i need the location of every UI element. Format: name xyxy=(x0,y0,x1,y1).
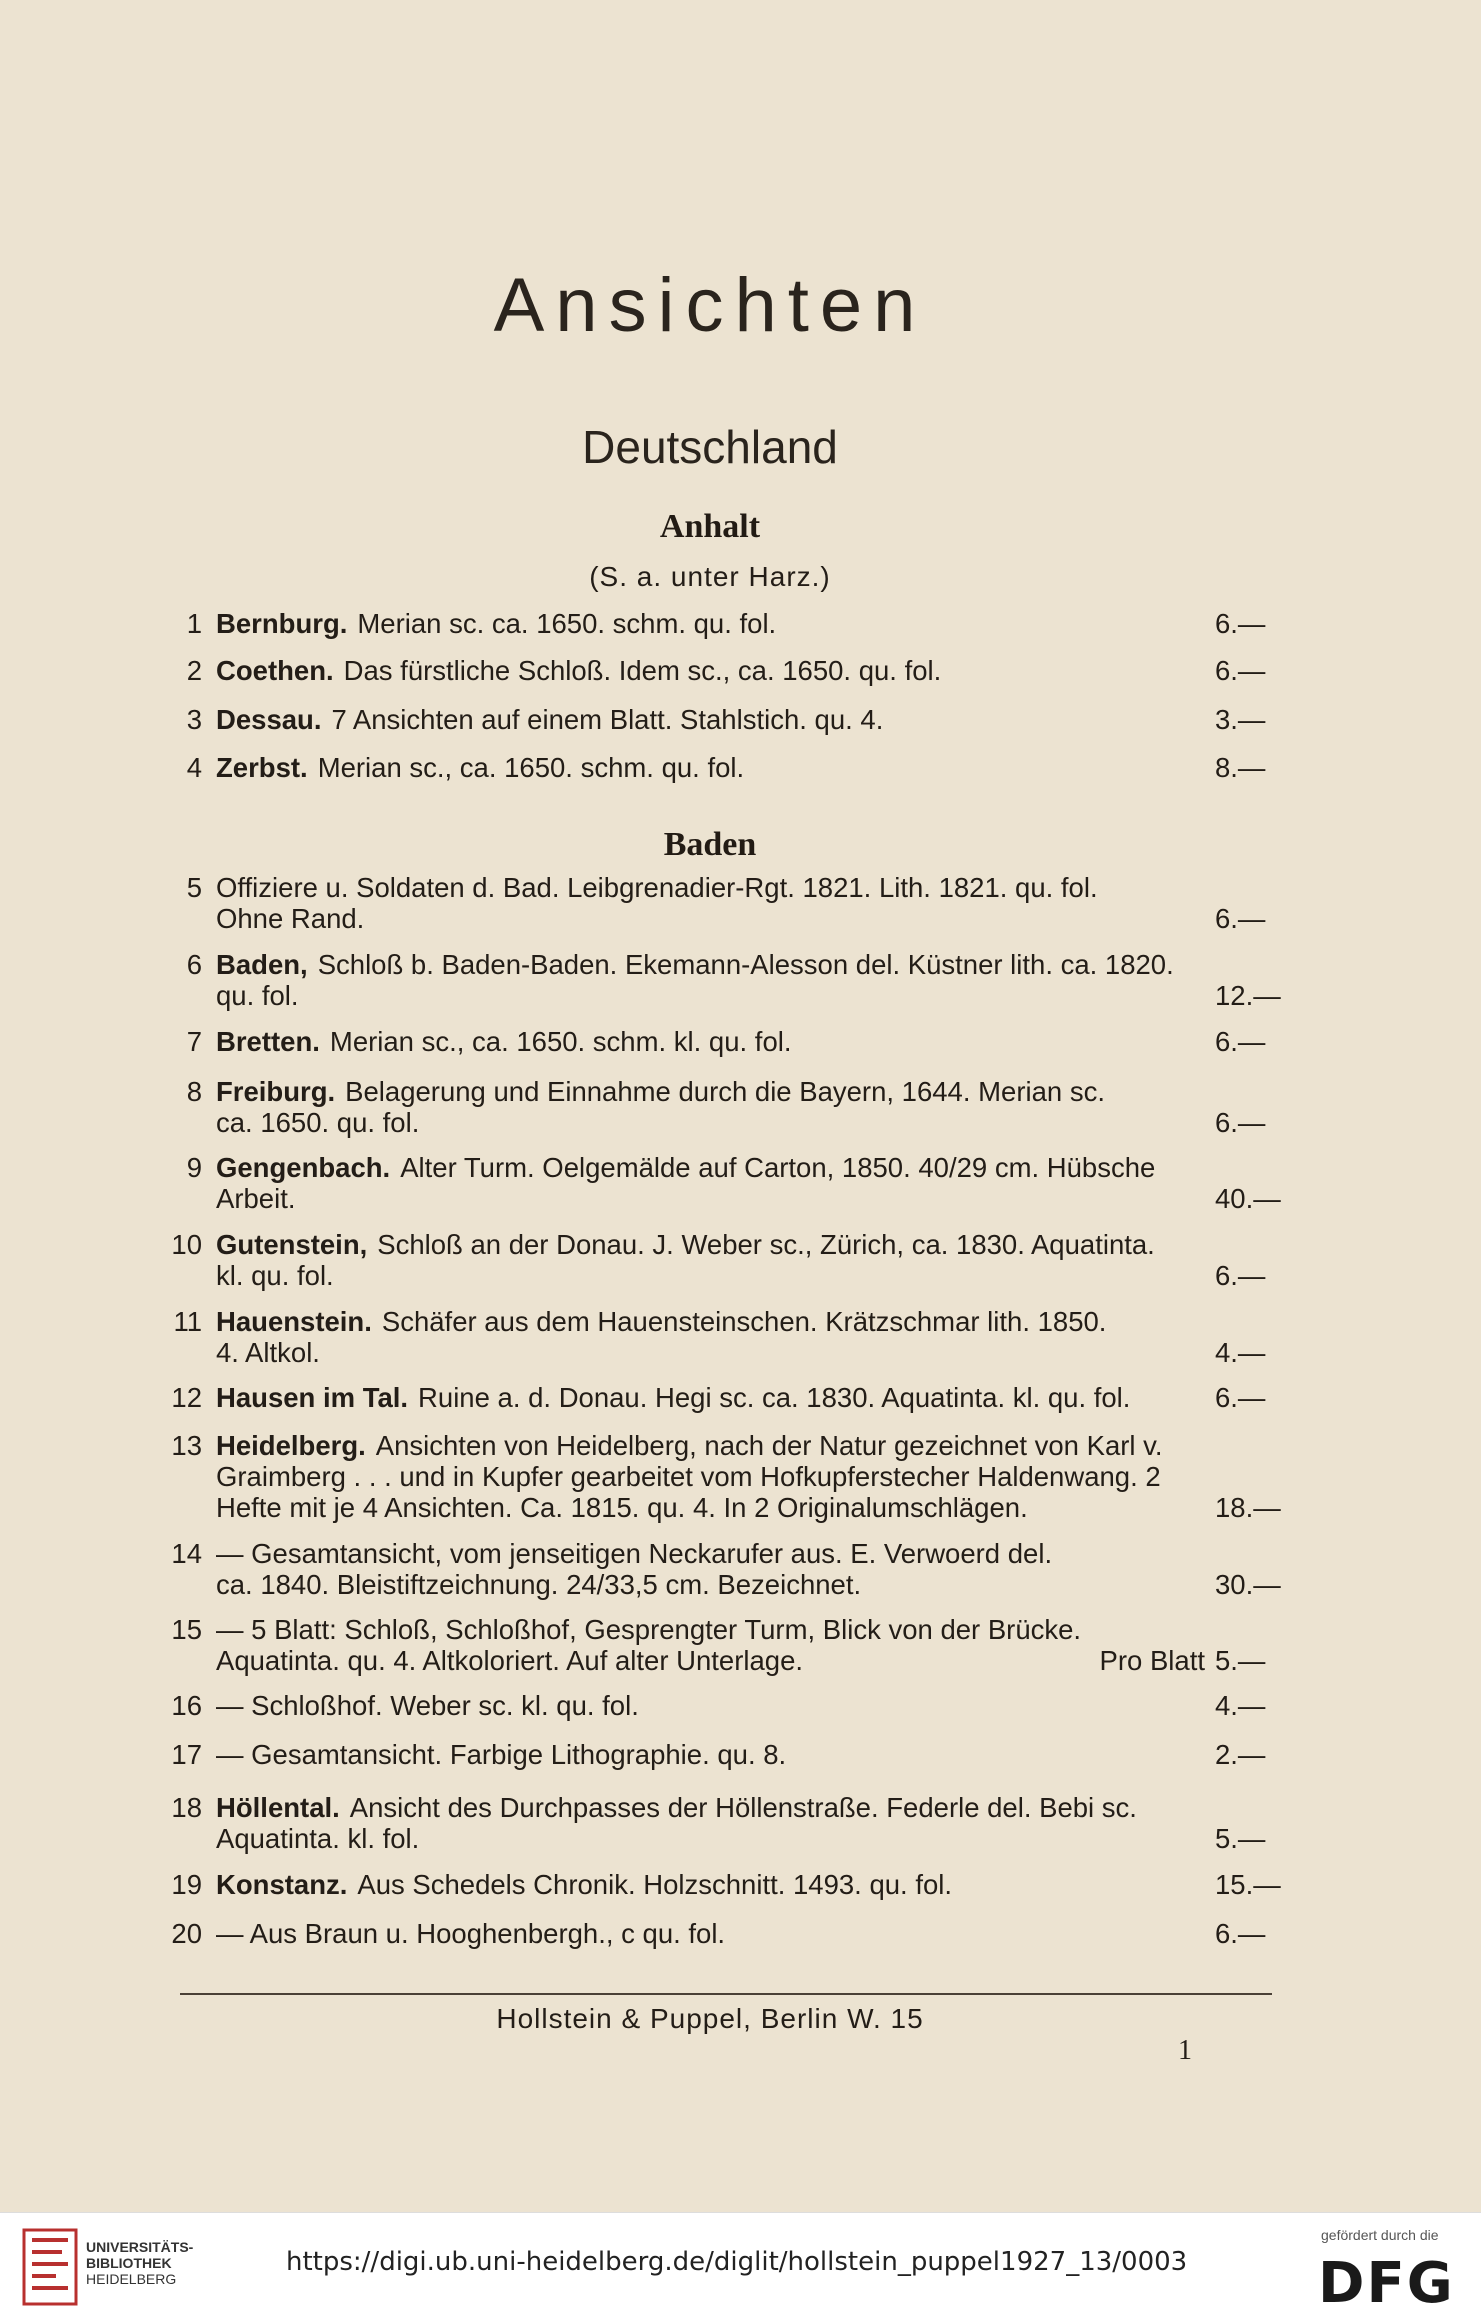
dfg-logo: DFG xyxy=(1318,2251,1455,2316)
footer-rule xyxy=(180,1993,1272,1995)
entry-text xyxy=(216,608,1216,639)
entry-number: 10 xyxy=(171,1229,202,1260)
catalog-entry xyxy=(160,1152,1285,1214)
entry-description: Merian sc. ca. 1650. schm. qu. fol. xyxy=(357,608,777,639)
catalog-entry xyxy=(160,1690,1285,1721)
entry-text xyxy=(216,704,1216,735)
entry-description: — Aus Braun u. Hooghenbergh., c qu. fol. xyxy=(216,1918,726,1949)
entry-price: 6.— xyxy=(1215,903,1266,934)
entry-price: 4.— xyxy=(1215,1337,1266,1368)
entry-text xyxy=(216,1792,1216,1854)
entry-description: 7 Ansichten auf einem Blatt. Stahlstich. qu. 4. xyxy=(331,704,884,735)
entry-price: 12.— xyxy=(1215,980,1281,1011)
entry-price: 2.— xyxy=(1215,1739,1266,1770)
entry-price: 6.— xyxy=(1215,1260,1266,1291)
entry-price: 18.— xyxy=(1215,1492,1281,1523)
entry-description: Alter Turm. Oelgemälde auf Carton, 1850. 40/29 cm. Hübsche xyxy=(400,1152,1156,1183)
permalink-url[interactable]: https://digi.ub.uni-heidelberg.de/diglit/hollstein_puppel1927_13/0003 xyxy=(286,2247,1188,2277)
entry-number: 5 xyxy=(186,872,202,903)
entry-number: 2 xyxy=(186,655,202,686)
entry-price: 6.— xyxy=(1215,1382,1266,1413)
entry-description: — Gesamtansicht. Farbige Lithographie. qu. 8. xyxy=(216,1739,787,1770)
entry-place-name: Freiburg. xyxy=(216,1076,336,1107)
entry-description: Das fürstliche Schloß. Idem sc., ca. 1650. qu. fol. xyxy=(343,655,942,686)
entry-price: 15.— xyxy=(1215,1869,1281,1900)
entry-price: 6.— xyxy=(1215,608,1266,639)
entry-place-name: Höllental. xyxy=(216,1792,340,1823)
entry-continuation: kl. qu. fol. xyxy=(216,1260,334,1291)
entry-place-name: Baden, xyxy=(216,949,308,980)
entry-number: 14 xyxy=(171,1538,202,1569)
entry-price: 8.— xyxy=(1215,752,1266,783)
catalog-entry xyxy=(160,1739,1285,1770)
entry-continuation: Ohne Rand. xyxy=(216,903,365,934)
entry-number: 9 xyxy=(186,1152,202,1183)
university-library-logo-icon xyxy=(22,2228,78,2306)
entry-price: 6.— xyxy=(1215,1026,1266,1057)
entry-price: 40.— xyxy=(1215,1183,1281,1214)
catalog-entry xyxy=(160,872,1285,934)
entry-place-name: Bernburg. xyxy=(216,608,348,639)
entry-text xyxy=(216,1026,1216,1057)
catalog-entry xyxy=(160,1076,1285,1138)
entry-price: 3.— xyxy=(1215,704,1266,735)
entry-continuation: Aquatinta. kl. fol. xyxy=(216,1823,420,1854)
entry-number: 20 xyxy=(171,1918,202,1949)
entry-continuation: qu. fol. xyxy=(216,980,299,1011)
entry-number: 6 xyxy=(186,949,202,980)
entry-number: 7 xyxy=(186,1026,202,1057)
entry-text xyxy=(216,1076,1216,1138)
publisher-line: Hollstein & Puppel, Berlin W. 15 xyxy=(496,2003,924,2034)
entry-price-unit: Pro Blatt xyxy=(1099,1645,1205,1676)
entry-description: Ansichten von Heidelberg, nach der Natur gezeichnet von Karl v. Graimberg . . . und in Kupfer gearbeitet vom Hofkupferstecher Haldenwang. 2 Hefte mit je 4 Ansichten. Ca. 1815. qu. 4. In 2 Originalumschlägen. xyxy=(216,1430,1163,1523)
country-heading: Deutschland xyxy=(582,421,838,473)
entry-description: Offiziere u. Soldaten d. Bad. Leibgrenadier-Rgt. 1821. Lith. 1821. qu. fol. xyxy=(216,872,1098,903)
entry-price: 30.— xyxy=(1215,1569,1281,1600)
entry-place-name: Gutenstein, xyxy=(216,1229,368,1260)
catalog-entry xyxy=(160,1026,1285,1057)
entry-continuation: ca. 1650. qu. fol. xyxy=(216,1107,420,1138)
entry-text xyxy=(216,1614,1216,1676)
entry-number: 1 xyxy=(186,608,202,639)
entry-number: 4 xyxy=(186,752,202,783)
region-heading-anhalt: Anhalt xyxy=(659,508,761,545)
entry-number: 3 xyxy=(186,704,202,735)
entry-place-name: Coethen. xyxy=(216,655,334,686)
entry-number: 17 xyxy=(171,1739,202,1770)
entry-number: 18 xyxy=(171,1792,202,1823)
catalog-entry xyxy=(160,1614,1285,1676)
region-heading-baden: Baden xyxy=(663,826,757,863)
entry-text xyxy=(216,1690,1216,1721)
catalog-entry xyxy=(160,1918,1285,1949)
entry-place-name: Zerbst. xyxy=(216,752,308,783)
entry-description: Ansicht des Durchpasses der Höllenstraße. Federle del. Bebi sc. xyxy=(349,1792,1137,1823)
entry-text xyxy=(216,1739,1216,1770)
entry-text xyxy=(216,1430,1216,1523)
entry-description: — Schloßhof. Weber sc. kl. qu. fol. xyxy=(216,1690,639,1721)
library-name: UNIVERSITÄTS- BIBLIOTHEK HEIDELBERG xyxy=(86,2239,194,2287)
catalog-entry xyxy=(160,1869,1285,1900)
entry-place-name: Heidelberg. xyxy=(216,1430,366,1461)
entry-place-name: Gengenbach. xyxy=(216,1152,391,1183)
catalog-entry xyxy=(160,655,1285,686)
catalog-entry xyxy=(160,949,1285,1011)
entry-description: Belagerung und Einnahme durch die Bayern, 1644. Merian sc. xyxy=(345,1076,1105,1107)
entry-price: 5.— xyxy=(1215,1823,1266,1854)
page-title: Ansichten xyxy=(493,263,927,348)
entry-description: Schloß an der Donau. J. Weber sc., Zürich, ca. 1830. Aquatinta. xyxy=(377,1229,1155,1260)
entry-text xyxy=(216,1918,1216,1949)
entry-text xyxy=(216,752,1216,783)
entry-description: Ruine a. d. Donau. Hegi sc. ca. 1830. Aquatinta. kl. qu. fol. xyxy=(418,1382,1131,1413)
entry-description: Aus Schedels Chronik. Holzschnitt. 1493. qu. fol. xyxy=(357,1869,953,1900)
entry-description: Merian sc., ca. 1650. schm. kl. qu. fol. xyxy=(329,1026,792,1057)
catalog-entry xyxy=(160,704,1285,735)
entry-place-name: Hauenstein. xyxy=(216,1306,372,1337)
entry-number: 13 xyxy=(171,1430,202,1461)
entry-text xyxy=(216,655,1216,686)
entry-price: 4.— xyxy=(1215,1690,1266,1721)
entry-number: 8 xyxy=(186,1076,202,1107)
catalog-entry xyxy=(160,608,1285,639)
entry-continuation: Aquatinta. qu. 4. Altkoloriert. Auf alter Unterlage. xyxy=(216,1645,804,1676)
catalog-entry xyxy=(160,1538,1285,1600)
entry-text xyxy=(216,1306,1216,1368)
entry-place-name: Konstanz. xyxy=(216,1869,348,1900)
entry-continuation: 4. Altkol. xyxy=(216,1337,320,1368)
entry-price: 6.— xyxy=(1215,655,1266,686)
entry-price: 6.— xyxy=(1215,1918,1266,1949)
entry-place-name: Bretten. xyxy=(216,1026,320,1057)
entry-text xyxy=(216,1229,1216,1291)
entry-price: 5.— xyxy=(1215,1645,1266,1676)
funded-by-label: gefördert durch die xyxy=(1321,2227,1439,2243)
entry-text xyxy=(216,1152,1216,1214)
entry-description: — Gesamtansicht, vom jenseitigen Neckarufer aus. E. Verwoerd del. xyxy=(216,1538,1053,1569)
entry-text xyxy=(216,1538,1216,1600)
catalog-entry xyxy=(160,1229,1285,1291)
entry-text xyxy=(216,1382,1216,1413)
entry-number: 15 xyxy=(171,1614,202,1645)
entry-continuation: ca. 1840. Bleistiftzeichnung. 24/33,5 cm. Bezeichnet. xyxy=(216,1569,862,1600)
entry-text xyxy=(216,872,1216,934)
entry-number: 19 xyxy=(171,1869,202,1900)
entry-place-name: Hausen im Tal. xyxy=(216,1382,409,1413)
entry-description: Schäfer aus dem Hauensteinschen. Krätzschmar lith. 1850. xyxy=(381,1306,1107,1337)
entry-number: 16 xyxy=(171,1690,202,1721)
region-note: (S. a. unter Harz.) xyxy=(589,561,831,592)
entry-continuation: Arbeit. xyxy=(216,1183,296,1214)
entry-description: — 5 Blatt: Schloß, Schloßhof, Gesprengter Turm, Blick von der Brücke. xyxy=(216,1614,1082,1645)
entry-price: 6.— xyxy=(1215,1107,1266,1138)
digitization-footer xyxy=(0,2212,1481,2322)
page-number: 1 xyxy=(1178,2035,1192,2066)
entry-text xyxy=(216,949,1216,1011)
entry-number: 12 xyxy=(171,1382,202,1413)
entry-text xyxy=(216,1869,1216,1900)
entry-number: 11 xyxy=(173,1306,202,1337)
catalog-entry xyxy=(160,1382,1285,1413)
catalog-entry xyxy=(160,1306,1285,1368)
catalog-entry xyxy=(160,1430,1285,1523)
entry-description: Schloß b. Baden-Baden. Ekemann-Alesson del. Küstner lith. ca. 1820. xyxy=(317,949,1174,980)
catalog-entry xyxy=(160,752,1285,783)
entry-description: Merian sc., ca. 1650. schm. qu. fol. xyxy=(317,752,745,783)
catalog-entry xyxy=(160,1792,1285,1854)
entry-place-name: Dessau. xyxy=(216,704,322,735)
